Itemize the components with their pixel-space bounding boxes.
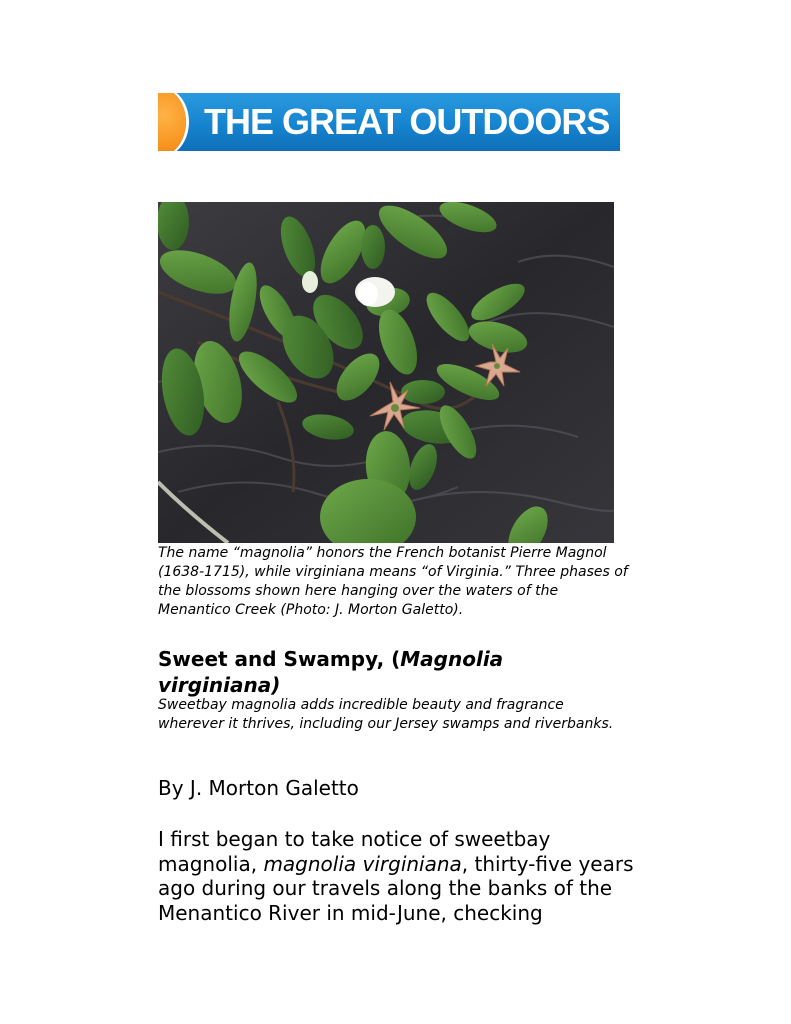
- photo-caption: The name “magnolia” honors the French botanist Pierre Magnol (1638-1715), while virginiana means “of Virginia.” Three phases of the blossoms shown here hanging over the waters of the Menantico Creek (Photo: J. Morton Galetto).: [158, 545, 628, 618]
- article-subhead: Sweetbay magnolia adds incredible beauty and fragrance wherever it thrives, including our Jersey swamps and riverbanks.: [158, 697, 614, 732]
- headline-species: Magnolia virginiana: [158, 647, 504, 697]
- article-body-paragraph: [158, 827, 638, 925]
- headline-suffix: ): [271, 673, 281, 697]
- body-intro: I first began to take notice of sweetbay magnolia,: [158, 827, 551, 876]
- body-species: magnolia virginiana: [263, 851, 462, 876]
- publication-banner: [158, 93, 620, 151]
- article-headline: [158, 646, 628, 698]
- body-rest: , thirty-five years ago during our travels along the banks of the Menantico River in mid-June, checking: [158, 851, 634, 925]
- banner-orange-disc: [158, 93, 186, 151]
- headline-prefix: Sweet and Swampy, (: [158, 647, 401, 671]
- byline: By J. Morton Galetto: [158, 776, 359, 800]
- banner-title: THE GREAT OUTDOORS: [204, 101, 610, 142]
- magnolia-photo: [158, 202, 614, 543]
